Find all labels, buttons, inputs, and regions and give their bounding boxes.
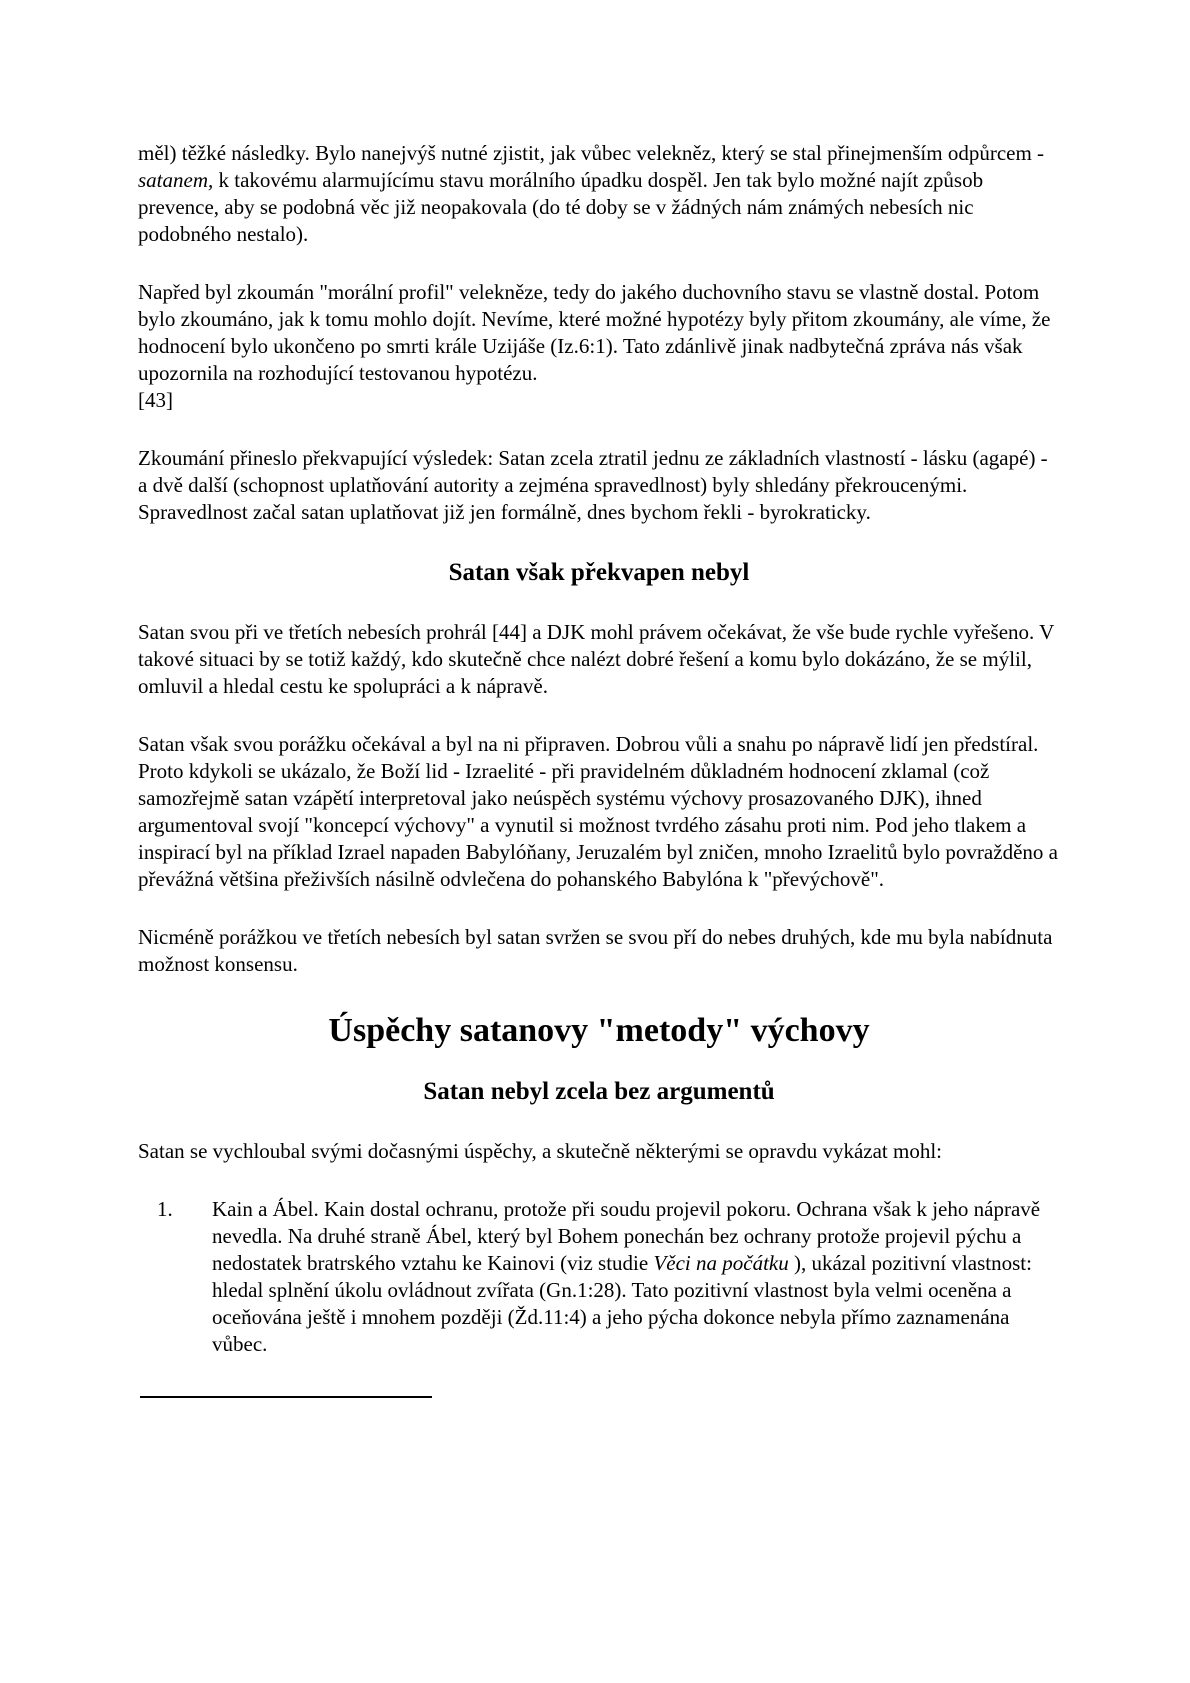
paragraph-5 (138, 731, 1060, 893)
paragraph-2 (138, 279, 1060, 414)
section-heading-satan-nebyl-zcela-bez-argumentu: Satan nebyl zcela bez argumentů (423, 1078, 775, 1105)
paragraph-4 (138, 619, 1060, 700)
paragraph-3-text: Zkoumání přineslo překvapující výsledek: Satan zcela ztratil jednu ze základních vlastností - lásku (agapé) - a dvě další (schopnost uplatňování autority a zejména spravedlnost) byly shledány překroucenými. Spravedlnost začal satan uplatňovat již jen formálně, dnes bychom řekli - byrokraticky. (138, 446, 1048, 524)
list-item-run-1: Kain a Ábel. Kain dostal ochranu, protože při soudu projevil pokoru. Ochrana však k jeho nápravě nevedla. Na druhé straně Ábel, který byl Bohem ponechán bez ochrany protože projevil pýchu a nedostatek bratrského vztahu ke Kainovi (viz studie (212, 1197, 1041, 1275)
list-item (157, 1196, 1060, 1358)
paragraph-5-text: Satan však svou porážku očekával a byl na ni připraven. Dobrou vůli a snahu po nápravě lidí jen předstíral. Proto kdykoli se ukázalo, že Boží lid - Izraelité - při pravidelném důkladném hodnocení zklamal (což samozřejmě satan vzápětí interpretoval jako neúspěch systému výchovy prosazovaného DJK), ihned argumentoval svojí "koncepcí výchovy" a vynutil si možnost tvrdého zásahu proti nim. Pod jeho tlakem a inspirací byl na příklad Izrael napaden Babylóňany, Jeruzalém byl zničen, mnoho Izraelitů bylo povražděno a převážná většina přeživších násilně odvlečena do pohanského Babylóna k "převýchově". (138, 732, 1058, 891)
paragraph-3 (138, 445, 1060, 526)
paragraph-1-italic-satanem: satanem, (138, 168, 214, 192)
section-heading-satan-vsak-prekvapen-nebyl: Satan však překvapen nebyl (448, 559, 750, 586)
list-item-body (212, 1196, 1060, 1358)
footnote-separator (140, 1396, 432, 1398)
chapter-heading-uspechy-satanovy-metody-vychovy: Úspěchy satanovy "metody" výchovy (328, 1012, 870, 1049)
paragraph-2-text: Napřed byl zkoumán "morální profil" velekněze, tedy do jakého duchovního stavu se vlastně dostal. Potom bylo zkoumáno, jak k tomu mohlo dojít. Nevíme, které možné hypotézy byly přitom zkoumány, ale víme, že hodnocení bylo ukončeno po smrti krále Uzijáše (Iz.6:1). Tato zdánlivě jinak nadbytečná zpráva nás však upozornila na rozhodující testovanou hypotézu. (138, 280, 1051, 385)
paragraph-7 (138, 1138, 1060, 1165)
paragraph-7-text: Satan se vychloubal svými dočasnými úspěchy, a skutečně některými se opravdu vykázat mohl: (138, 1139, 943, 1163)
paragraph-6 (138, 924, 1060, 978)
paragraph-4-text: Satan svou při ve třetích nebesích prohrál [44] a DJK mohl právem očekávat, že vše bude rychle vyřešeno. V takové situaci by se totiž každý, kdo skutečně chce nalézt dobré řešení a komu bylo dokázáno, že se mýlil, omluvil a hledal cestu ke spolupráci a k nápravě. (138, 620, 1054, 698)
list-item-number: 1. (157, 1197, 173, 1221)
numbered-list (157, 1196, 1060, 1358)
paragraph-1-run-1: měl) těžké následky. Bylo nanejvýš nutné zjistit, jak vůbec velekněz, který se stal přinejmenším odpůrcem - (138, 141, 1045, 165)
list-item-italic-veci-na-pocatku: Věci na počátku (653, 1251, 789, 1275)
paragraph-1-run-3: k takovému alarmujícímu stavu morálního úpadku dospěl. Jen tak bylo možné najít způsob prevence, aby se podobná věc již neopakovala (do té doby se v žádných nám známých nebesích nic podobného nestalo). (138, 168, 984, 246)
list-item-run-3: ), ukázal pozitivní vlastnost: hledal splnění úkolu ovládnout zvířata (Gn.1:28). Tato pozitivní vlastnost byla velmi oceněna a oceňována ještě i mnohem později (Žd.11:4) a jeho pýcha dokonce nebyla přímo zaznamenána vůbec. (212, 1251, 1032, 1356)
paragraph-6-text: Nicméně porážkou ve třetích nebesích byl satan svržen se svou pří do nebes druhých, kde mu byla nabídnuta možnost konsensu. (138, 925, 1053, 976)
footnote-reference-43: [43] (138, 388, 173, 412)
paragraph-1 (138, 140, 1060, 248)
